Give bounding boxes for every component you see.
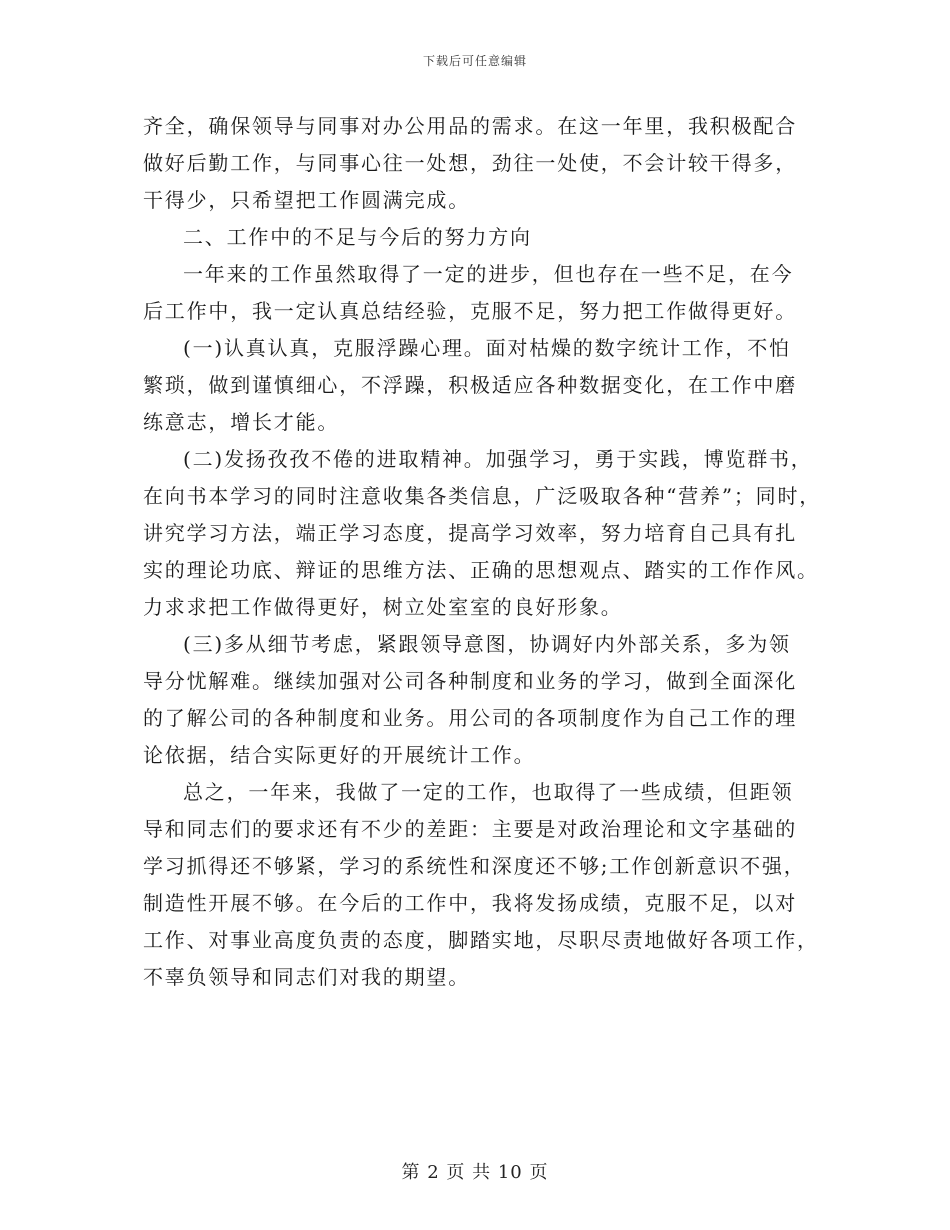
body-line: 做好后勤工作，与同事心往一处想，劲往一处使，不会计较干得多， bbox=[143, 151, 797, 175]
body-line: 工作、对事业高度负责的态度，脚踏实地，尽职尽责地做好各项工作， bbox=[143, 928, 819, 952]
body-line: (一)认真认真，克服浮躁心理。面对枯燥的数字统计工作，不怕 bbox=[183, 336, 791, 360]
body-line: 在向书本学习的同时注意收集各类信息，广泛吸取各种“营养”；同时， bbox=[143, 484, 822, 508]
body-line: 导和同志们的要求还有不少的差距：主要是对政治理论和文字基础的 bbox=[143, 817, 797, 841]
page-footer: 第 2 页 共 10 页 bbox=[401, 1162, 549, 1183]
body-line: 学习抓得还不够紧，学习的系统性和深度还不够;工作创新意识不强， bbox=[143, 854, 806, 878]
document-body bbox=[143, 108, 822, 996]
body-line: 讲究学习方法，端正学习态度，提高学习效率，努力培育自己具有扎 bbox=[143, 521, 797, 545]
body-line: 总之，一年来，我做了一定的工作，也取得了一些成绩，但距领 bbox=[183, 780, 794, 804]
section-heading: 二、工作中的不足与今后的努力方向 bbox=[183, 225, 532, 249]
body-line: (二)发扬孜孜不倦的进取精神。加强学习，勇于实践，博览群书， bbox=[183, 447, 813, 471]
body-line: 干得少，只希望把工作圆满完成。 bbox=[143, 188, 470, 212]
body-line: 一年来的工作虽然取得了一定的进步，但也存在一些不足，在今 bbox=[183, 262, 794, 286]
body-line: 的了解公司的各种制度和业务。用公司的各项制度作为自己工作的理 bbox=[143, 706, 797, 730]
body-line: 后工作中，我一定认真总结经验，克服不足，努力把工作做得更好。 bbox=[143, 299, 797, 323]
page-header: 下载后可任意编辑 bbox=[422, 54, 527, 68]
body-line: 练意志，增长才能。 bbox=[143, 410, 340, 434]
body-line: 制造性开展不够。在今后的工作中，我将发扬成绩，克服不足，以对 bbox=[143, 891, 797, 915]
body-line: 不辜负领导和同志们对我的期望。 bbox=[143, 965, 470, 989]
body-line: 力求求把工作做得更好，树立处室室的良好形象。 bbox=[143, 595, 623, 619]
body-line: 齐全，确保领导与同事对办公用品的需求。在这一年里，我积极配合 bbox=[143, 114, 797, 138]
body-line: (三)多从细节考虑，紧跟领导意图，协调好内外部关系，多为领 bbox=[183, 632, 791, 656]
body-line: 论依据，结合实际更好的开展统计工作。 bbox=[143, 743, 536, 767]
body-line: 实的理论功底、辩证的思维方法、正确的思想观点、踏实的工作作风。 bbox=[143, 558, 819, 582]
body-line: 导分忧解难。继续加强对公司各种制度和业务的学习，做到全面深化 bbox=[143, 669, 797, 693]
body-line: 繁琐，做到谨慎细心，不浮躁，积极适应各种数据变化，在工作中磨 bbox=[143, 373, 797, 397]
